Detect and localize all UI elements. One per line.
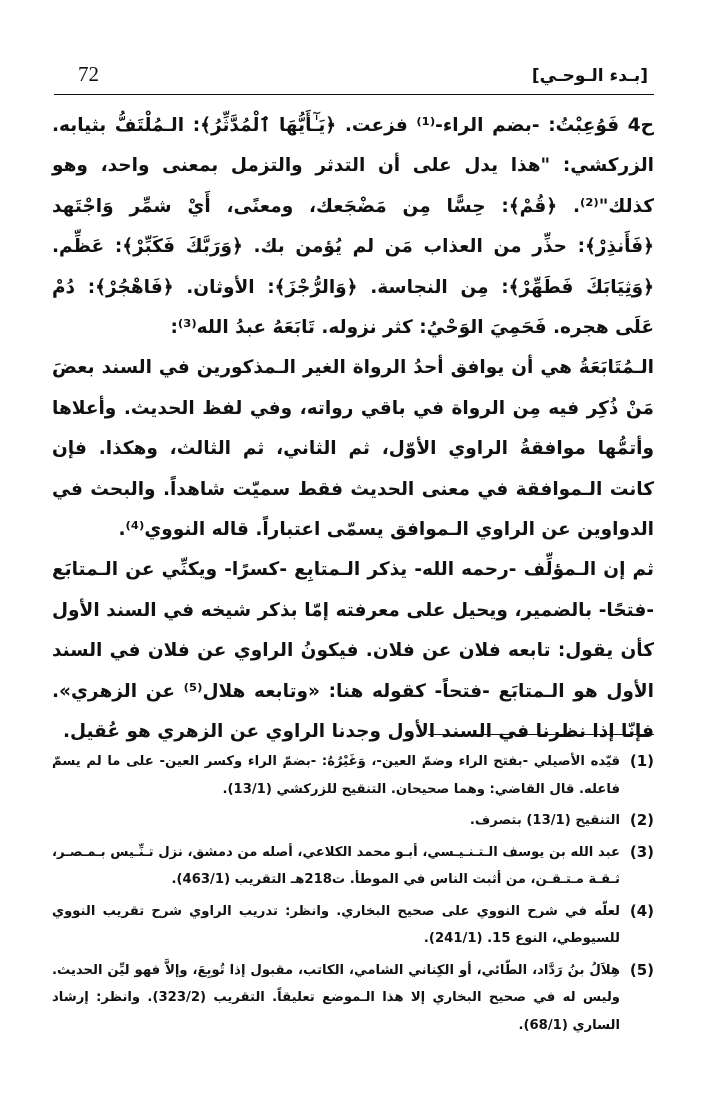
footnote-number: (1)	[629, 752, 654, 770]
footnote-3	[52, 839, 654, 894]
footnote-2	[52, 807, 654, 835]
footnote-text: قيّده الأصيلي -بفتح الراء وضمّ العين-، وَغَيْرُهُ: -بضمّ الراء وكسر العين- على ما لم يسمّ فاعله. قال القاضي: وهما صحيحان. التنقيح للزركشي (13/1).	[52, 754, 620, 797]
page-number: 72	[78, 62, 99, 86]
footnote-number: (2)	[629, 811, 654, 829]
footnotes	[52, 748, 654, 1043]
footnote-text: لعلّه في شرح النووي على صحيح البخاري. وانظر: تدريب الراوي شرح تقريب النووي للسيوطي، النوع 15. (241/1).	[52, 903, 620, 946]
footnote-4	[52, 898, 654, 953]
footnote-divider	[428, 734, 654, 735]
footnote-number: (3)	[629, 842, 654, 861]
footnote-text: هِلاَلُ بنُ رَدَّاد، الطّائي، أو الكِناني الشامي، الكاتب، مقبول إذا تُوبِعَ، وإلاَّ فهو ليِّن الحديث. وليس له في صحيح البخاري إلا هذا الـموضع تعليقاً. التقريب (323/2). وانظر: إرشاد الساري (68/1).	[52, 962, 621, 1033]
running-title: [بـدء الـوحـي]	[531, 66, 648, 86]
footnote-5	[52, 957, 654, 1040]
footnote-text: التنقيح (13/1) بتصرف.	[469, 813, 620, 828]
paragraph-author-method: ثم إن الـمؤلِّف -رحمه الله- يذكر الـمتابِع -كسرًا- ويكنِّي عن الـمتابَع -فتحًا- بالضمير، ويحيل على معرفته إمّا بذكر شيخه في السند الأول كأن يقول: تابعه فلان عن فلان. فيكونُ الراوي عن فلان في السند الأول هو الـمتابَع -فتحاً- كقوله هنا: «وتابعه هلال⁽⁵⁾ عن الزهري». فإنّا إذا نظرنا في السند الأول وجدنا الراوي عن الزهري هو عُقيل.	[52, 559, 654, 743]
main-text	[52, 106, 654, 753]
paragraph-commentary: ح4 فَوُعِبْتُ: -بضم الراء-⁽¹⁾ فزعت. ﴿يَـٰٓأَيُّهَا ٱلْمُدَّثِّرُ﴾: الـمُلْتَفُّ بثيابه. الزركشي: "هذا يدل على أن التدثر والتزمل بمعنى واحد، وهو كذلك"⁽²⁾. ﴿قُمْ﴾: حِسًّا مِن مَضْجَعك، ومعنًى، أَيْ شمِّر وَاجْتَهد ﴿فَأَنذِرْ﴾: حذِّر من العذاب مَن لم يُؤمن بك. ﴿وَرَبَّكَ فَكَبِّرْ﴾: عَظِّم. ﴿وَثِيَابَكَ فَطَهِّرْ﴾: مِن النجاسة. ﴿وَالرُّجْزَ﴾: الأوثان. ﴿فَاهْجُرْ﴾: دُمْ عَلَى هجره. فَحَمِيَ الوَحْيُ: كثر نزوله. تَابَعَهُ عبدُ الله⁽³⁾:	[52, 115, 654, 339]
footnote-1	[52, 748, 654, 803]
footnote-number: (4)	[629, 901, 654, 920]
page-header	[54, 58, 654, 95]
footnote-text: عبد الله بن يوسف الـتـنـيـسي، أبـو محمد الكلاعي، أصله من دمشق، نزل تـنِّـيس بـمـصـر، ثـقـة مـتـقـن، من أثبت الناس في الموطأ. ت218هـ التقريب (463/1).	[52, 844, 620, 887]
footnote-number: (5)	[629, 960, 654, 979]
paragraph-mutabaah: الـمُتَابَعَةُ هي أن يوافق أحدُ الرواة الغير الـمذكورين في السند بعضَ مَنْ ذُكِر فيه مِن الرواة في باقي رواته، وفي لفظ الحديث. وأعلاها وأتمُّها موافقةُ الراوي الأوّل، ثم الثاني، ثم الثالث، وهكذا. فإن كانت الـموافقة في معنى الحديث فقط سميّت شاهداً. والبحث في الدواوين عن الراوي الـموافق يسمّى اعتباراً. قاله النووي⁽⁴⁾.	[52, 357, 654, 541]
